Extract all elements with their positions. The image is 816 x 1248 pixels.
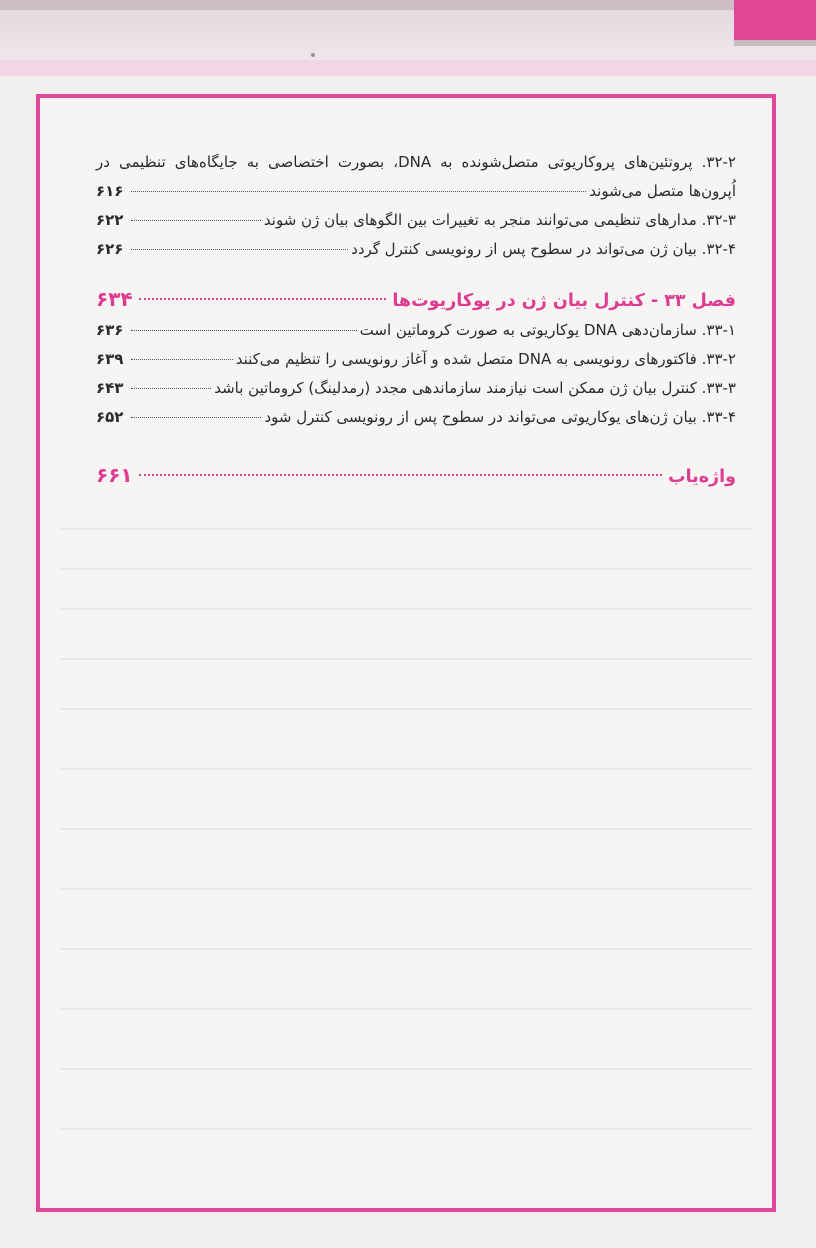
show-through-line — [60, 528, 752, 530]
entry-title: سازمان‌دهی DNA یوکاریوتی به صورت کروماتین است — [359, 321, 697, 339]
entry-title-line1: پروتئین‌های پروکاریوتی متصل‌شونده به DNA، بصورت اختصاصی به جایگاه‌های تنظیمی در — [96, 153, 693, 171]
toc-entry-33-3[interactable] — [96, 374, 736, 403]
entry-title-line2: اُپرون‌ها متصل می‌شوند — [589, 182, 736, 200]
show-through-line — [60, 768, 752, 770]
dot-leader — [131, 330, 357, 331]
entry-title: فاکتورهای رونویسی به DNA متصل شده و آغاز رونویسی را تنظیم می‌کنند — [235, 350, 697, 368]
page-dot — [311, 53, 315, 57]
glossary-heading[interactable] — [96, 460, 736, 492]
corner-stripe — [734, 40, 816, 46]
show-through-line — [60, 828, 752, 830]
show-through-line — [60, 658, 752, 660]
show-through-line — [60, 1008, 752, 1010]
page-top-shadow — [0, 0, 816, 10]
page-number: ۶۵۲ — [96, 408, 124, 426]
entry-number: ۳۳-۴. — [701, 408, 736, 426]
page-number: ۶۲۶ — [96, 240, 124, 258]
glossary-page-number: ۶۶۱ — [96, 463, 133, 487]
corner-tab — [734, 0, 816, 40]
table-of-contents — [96, 148, 736, 492]
toc-entry-text — [96, 148, 736, 177]
chapter-33-heading[interactable] — [96, 284, 736, 316]
dot-leader — [131, 388, 211, 389]
page-number: ۶۴۳ — [96, 379, 124, 397]
toc-entry-32-2[interactable] — [96, 148, 736, 206]
toc-entry-33-2[interactable] — [96, 345, 736, 374]
dot-leader — [131, 417, 261, 418]
show-through-line — [60, 1128, 752, 1130]
dot-leader — [131, 220, 261, 221]
entry-title: بیان ژن‌های یوکاریوتی می‌تواند در سطوح پس از رونویسی کنترل شود — [264, 408, 697, 426]
entry-number: ۳۳-۳. — [701, 379, 736, 397]
entry-number: ۳۲-۲. — [701, 153, 736, 171]
chapter-page-number: ۶۳۴ — [96, 287, 133, 311]
dot-leader — [139, 474, 662, 476]
entry-number: ۳۳-۱. — [701, 321, 736, 339]
show-through-line — [60, 708, 752, 710]
show-through-line — [60, 608, 752, 610]
toc-frame — [36, 94, 776, 1212]
entry-number: ۳۲-۳. — [701, 211, 736, 229]
page-number: ۶۱۶ — [96, 182, 124, 200]
entry-title: بیان ژن می‌تواند در سطوح پس از رونویسی کنترل گردد — [351, 240, 697, 258]
dot-leader — [131, 249, 348, 250]
toc-entry-32-3[interactable] — [96, 206, 736, 235]
entry-number: ۳۲-۴. — [701, 240, 736, 258]
page-number: ۶۳۶ — [96, 321, 124, 339]
toc-entry-33-4[interactable] — [96, 403, 736, 432]
entry-title: کنترل بیان ژن ممکن است نیازمند سازماندهی مجدد (رمدلینگ) کروماتین باشد — [214, 379, 697, 397]
toc-entry-33-1[interactable] — [96, 316, 736, 345]
dot-leader — [131, 191, 586, 192]
entry-title: مدارهای تنظیمی می‌توانند منجر به تغییرات بین الگوهای بیان ژن شوند — [263, 211, 697, 229]
show-through-line — [60, 888, 752, 890]
show-through-line — [60, 568, 752, 570]
chapter-title: فصل ۳۳ - کنترل بیان ژن در یوکاریوت‌ها — [392, 291, 736, 311]
page-number: ۶۲۲ — [96, 211, 124, 229]
entry-number: ۳۳-۲. — [701, 350, 736, 368]
toc-entry-32-4[interactable] — [96, 235, 736, 264]
pink-strip — [0, 60, 816, 76]
dot-leader — [131, 359, 233, 360]
show-through-line — [60, 1068, 752, 1070]
page-number: ۶۳۹ — [96, 350, 124, 368]
show-through-line — [60, 948, 752, 950]
glossary-title: واژه‌یاب — [667, 467, 736, 487]
dot-leader — [139, 298, 387, 300]
